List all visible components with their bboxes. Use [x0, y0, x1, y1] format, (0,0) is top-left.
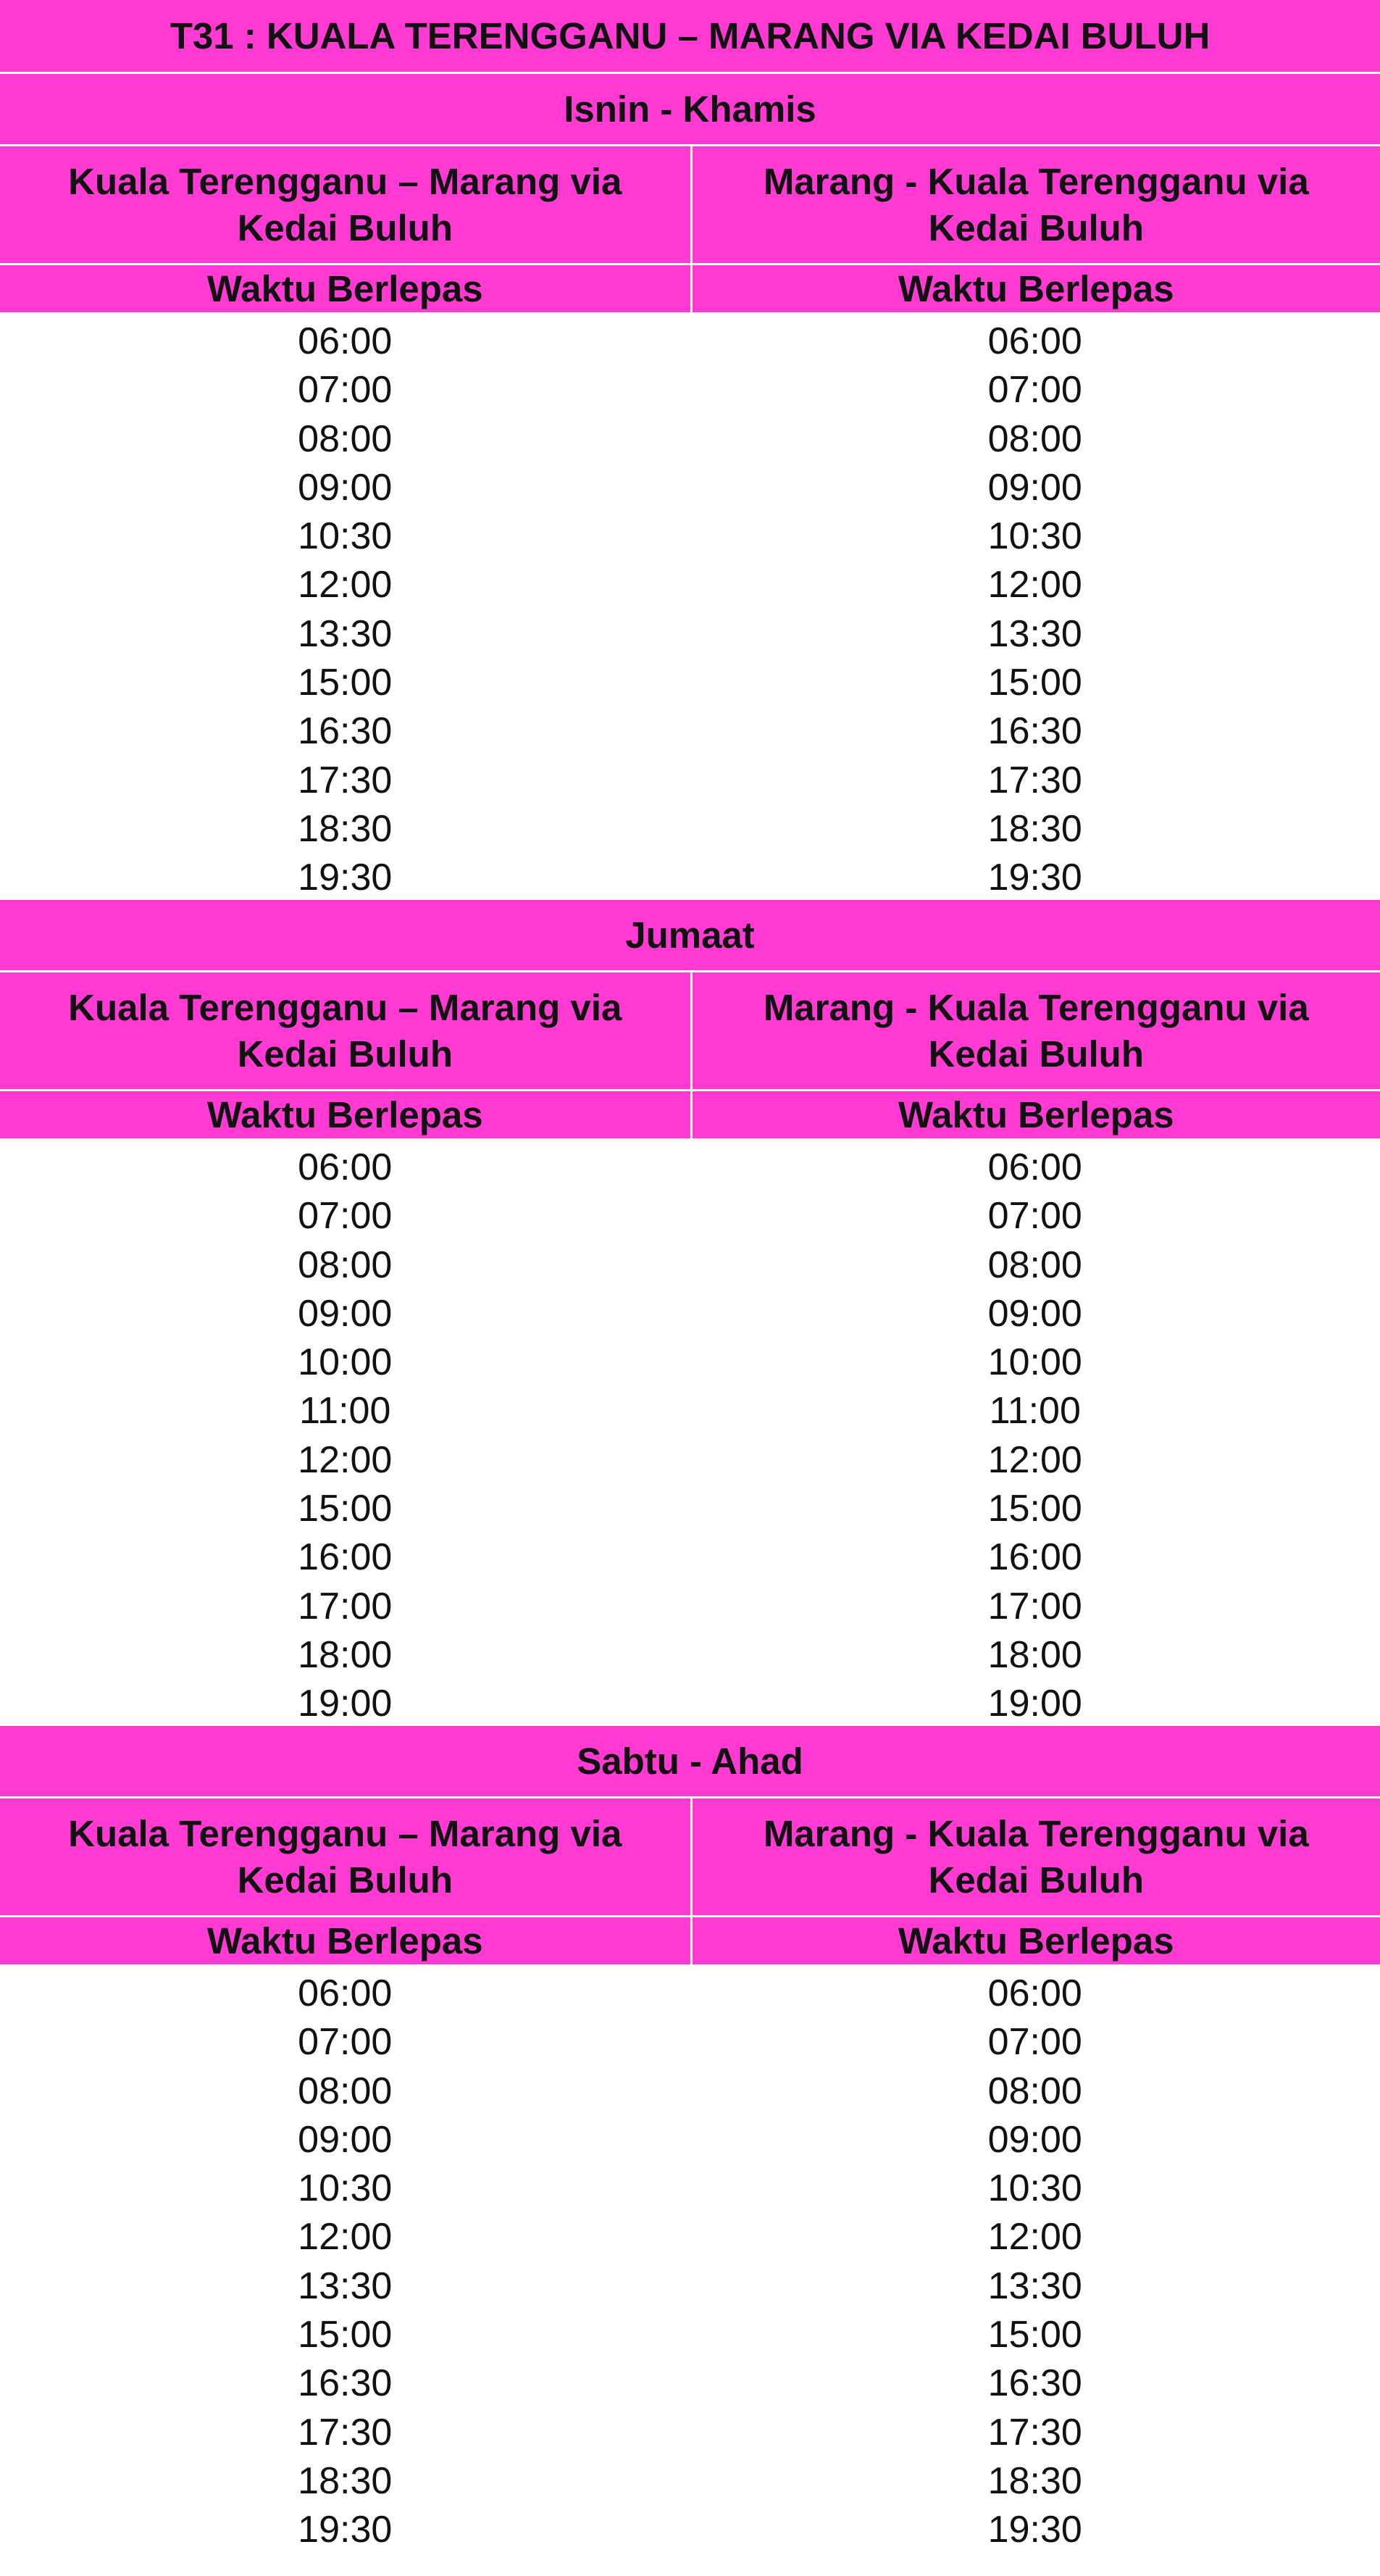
departure-time: 17:30 [987, 2411, 1082, 2454]
departure-time: 09:00 [987, 1292, 1082, 1335]
departure-time: 10:30 [298, 515, 393, 558]
departure-time: 10:30 [987, 2167, 1082, 2210]
departure-time: 12:00 [298, 2216, 393, 2259]
day-label: Sabtu - Ahad [0, 1726, 1380, 1798]
departure-time: 06:00 [987, 1972, 1082, 2014]
times-column-b [690, 317, 1380, 900]
times-column-a [0, 1143, 690, 1726]
departure-time: 06:00 [298, 1972, 393, 2014]
departure-time: 13:30 [987, 2264, 1082, 2307]
direction-header-a: Kuala Terengganu – Marang via Kedai Buluh [68, 986, 622, 1075]
departure-time: 17:30 [298, 2411, 393, 2454]
direction-header-b: Marang - Kuala Terengganu via Kedai Buluh [690, 1798, 1380, 1915]
departure-time: 15:00 [987, 662, 1082, 704]
departure-time: 09:00 [987, 2118, 1082, 2161]
direction-header-row [0, 146, 1380, 265]
departure-time: 13:30 [298, 612, 393, 655]
schedule-sections [0, 74, 1380, 2552]
direction-header-row [0, 972, 1380, 1091]
departure-time: 19:30 [987, 856, 1082, 899]
departure-time: 16:00 [987, 1536, 1082, 1579]
schedule-section [0, 1726, 1380, 2552]
departure-times [0, 1967, 1380, 2552]
departure-times [0, 314, 1380, 900]
direction-header-row [0, 1798, 1380, 1917]
direction-header-b: Marang - Kuala Terengganu via Kedai Buluh [690, 146, 1380, 263]
departure-time: 07:00 [298, 2021, 393, 2064]
schedule-section [0, 74, 1380, 900]
departure-time: 08:00 [987, 1243, 1082, 1286]
departure-time: 19:00 [987, 1683, 1082, 1725]
day-label: Jumaat [0, 900, 1380, 972]
departure-time: 17:30 [298, 759, 393, 801]
departure-time: 19:30 [298, 2509, 393, 2551]
departure-time: 06:00 [987, 1146, 1082, 1188]
departure-time: 10:30 [298, 2167, 393, 2210]
departure-time: 07:00 [298, 369, 393, 412]
departure-time: 06:00 [298, 1146, 393, 1188]
departure-time: 18:30 [298, 2459, 393, 2502]
direction-header-a: Kuala Terengganu – Marang via Kedai Buluh [68, 1812, 622, 1901]
departure-time-header-a: Waktu Berlepas [206, 1094, 483, 1135]
departure-time-header-b: Waktu Berlepas [690, 1917, 1380, 1964]
departure-time-header-a: Waktu Berlepas [206, 268, 483, 309]
departure-time: 09:00 [987, 466, 1082, 509]
departure-time: 15:00 [298, 662, 393, 704]
departure-time: 11:00 [299, 1390, 391, 1433]
departure-time: 09:00 [298, 1292, 393, 1335]
departure-time: 18:30 [298, 807, 393, 850]
departure-time: 08:00 [298, 1243, 393, 1286]
departure-time: 15:00 [298, 2314, 393, 2356]
departure-time: 10:00 [298, 1341, 393, 1384]
departure-header-row [0, 1917, 1380, 1967]
times-column-a [0, 1969, 690, 2552]
departure-time: 18:00 [987, 1633, 1082, 1676]
departure-time: 07:00 [987, 369, 1082, 412]
departure-time: 13:30 [987, 612, 1082, 655]
departure-time: 12:00 [987, 1438, 1082, 1481]
times-column-b [690, 1143, 1380, 1726]
schedule-section [0, 900, 1380, 1726]
departure-time: 06:00 [298, 320, 393, 362]
departure-time-header-a: Waktu Berlepas [206, 1920, 483, 1962]
departure-header-row [0, 1091, 1380, 1141]
departure-time: 17:30 [987, 759, 1082, 801]
departure-time: 15:00 [298, 1488, 393, 1530]
departure-time: 12:00 [987, 564, 1082, 607]
page-title: T31 : KUALA TERENGGANU – MARANG VIA KEDAI BULUH [0, 0, 1380, 74]
departure-time: 17:00 [298, 1585, 393, 1627]
departure-time: 08:00 [298, 417, 393, 460]
departure-time: 15:00 [987, 2314, 1082, 2356]
departure-time: 18:00 [298, 1633, 393, 1676]
departure-time: 07:00 [298, 1195, 393, 1238]
departure-time: 08:00 [987, 417, 1082, 460]
departure-time: 12:00 [987, 2216, 1082, 2259]
departure-times [0, 1141, 1380, 1726]
day-label: Isnin - Khamis [0, 74, 1380, 146]
departure-time: 16:30 [987, 710, 1082, 753]
departure-header-row [0, 265, 1380, 314]
departure-time: 17:00 [987, 1585, 1082, 1627]
departure-time: 08:00 [987, 2069, 1082, 2112]
departure-time: 06:00 [987, 320, 1082, 362]
direction-header-b: Marang - Kuala Terengganu via Kedai Buluh [690, 972, 1380, 1089]
departure-time: 12:00 [298, 1438, 393, 1481]
times-column-b [690, 1969, 1380, 2552]
departure-time: 19:30 [298, 856, 393, 899]
departure-time: 09:00 [298, 466, 393, 509]
departure-time: 19:30 [987, 2509, 1082, 2551]
departure-time: 13:30 [298, 2264, 393, 2307]
direction-header-a: Kuala Terengganu – Marang via Kedai Buluh [68, 160, 622, 249]
departure-time: 16:30 [298, 710, 393, 753]
departure-time: 07:00 [987, 2021, 1082, 2064]
departure-time: 11:00 [989, 1390, 1081, 1433]
times-column-a [0, 317, 690, 900]
departure-time-header-b: Waktu Berlepas [690, 265, 1380, 312]
departure-time: 08:00 [298, 2069, 393, 2112]
departure-time: 15:00 [987, 1488, 1082, 1530]
departure-time: 16:30 [298, 2362, 393, 2405]
departure-time: 09:00 [298, 2118, 393, 2161]
departure-time: 19:00 [298, 1683, 393, 1725]
departure-time: 16:00 [298, 1536, 393, 1579]
departure-time: 16:30 [987, 2362, 1082, 2405]
departure-time: 18:30 [987, 807, 1082, 850]
departure-time: 12:00 [298, 564, 393, 607]
departure-time-header-b: Waktu Berlepas [690, 1091, 1380, 1138]
departure-time: 18:30 [987, 2459, 1082, 2502]
departure-time: 07:00 [987, 1195, 1082, 1238]
departure-time: 10:00 [987, 1341, 1082, 1384]
departure-time: 10:30 [987, 515, 1082, 558]
